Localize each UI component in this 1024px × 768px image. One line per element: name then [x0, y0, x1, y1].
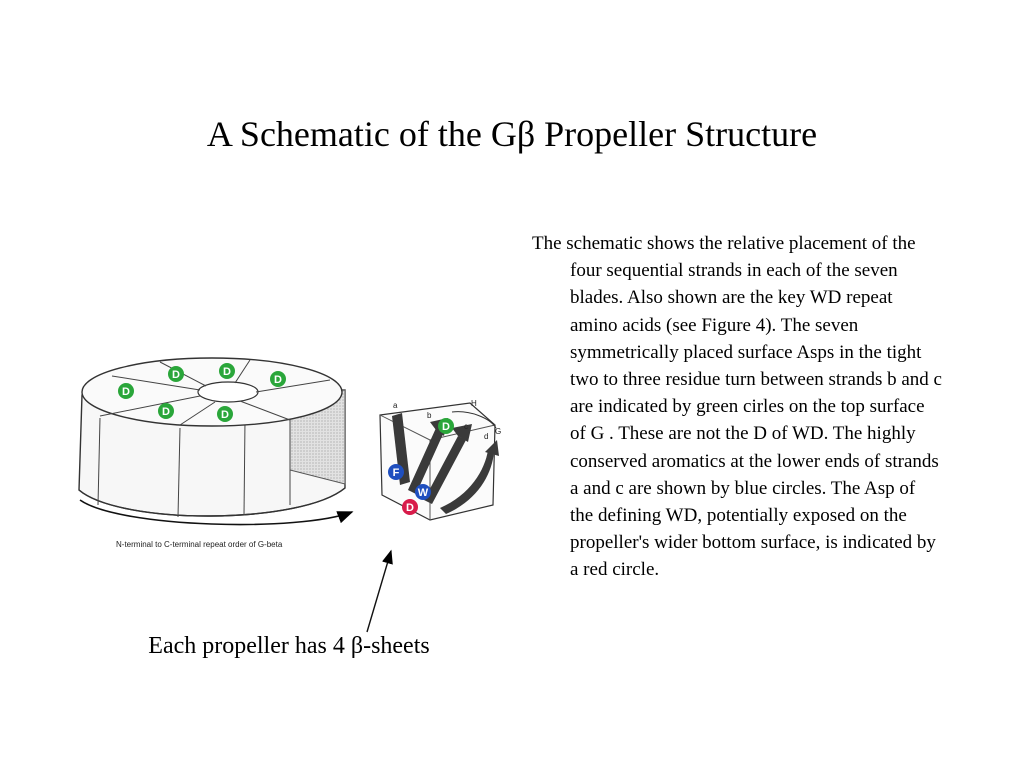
pointer-arrow — [367, 551, 391, 632]
propeller-caption: N-terminal to C-terminal repeat order of G-beta — [116, 540, 283, 549]
svg-text:D: D — [274, 374, 282, 386]
label-g: G — [495, 427, 502, 436]
strand-label-b: b — [427, 411, 432, 420]
propeller-cylinder — [79, 358, 352, 525]
green-marker-6 — [217, 406, 233, 422]
svg-text:D: D — [172, 369, 180, 381]
svg-text:D: D — [406, 502, 414, 514]
slide-title: A Schematic of the Gβ Propeller Structure — [206, 114, 818, 154]
blade-green-marker — [438, 418, 454, 434]
green-marker-2 — [168, 366, 184, 382]
label-h: H — [471, 399, 477, 408]
svg-text:F: F — [392, 467, 400, 479]
propeller-schematic — [0, 350, 520, 650]
strand-label-c: c — [464, 422, 468, 431]
svg-text:D: D — [122, 386, 130, 398]
description-text: The schematic shows the relative placement of the four sequential strands in each of the seven blades. Also shown are the key WD repeat amino acids (see Figure 4). The seven symmetrically placed surface Asps in the tight two to three residue turn between strands b and c are indicated by green cirles on the top surface of G . These are not the D of WD. The highly conserved aromatics at the lower ends of strands a and c are shown by blue circles. The Asp of the defining WD, potentially exposed on the propeller's wider bottom surface, is indicated by a red circle. — [532, 233, 942, 581]
beta-sheet-caption: Each propeller has 4 β-sheets — [148, 633, 430, 659]
green-marker-5 — [158, 403, 174, 419]
svg-text:D: D — [162, 406, 170, 418]
strand-label-a: a — [393, 401, 398, 410]
svg-text:D: D — [442, 421, 450, 433]
strand-label-d: d — [484, 432, 489, 441]
blue-marker-f — [388, 464, 404, 480]
green-marker-4 — [270, 371, 286, 387]
red-marker-d — [402, 499, 418, 515]
svg-text:D: D — [221, 409, 229, 421]
green-marker-1 — [118, 383, 134, 399]
blade-detail — [380, 403, 502, 520]
blue-marker-w — [415, 484, 431, 500]
svg-text:D: D — [223, 366, 231, 378]
svg-text:W: W — [417, 487, 429, 499]
green-marker-3 — [219, 363, 235, 379]
